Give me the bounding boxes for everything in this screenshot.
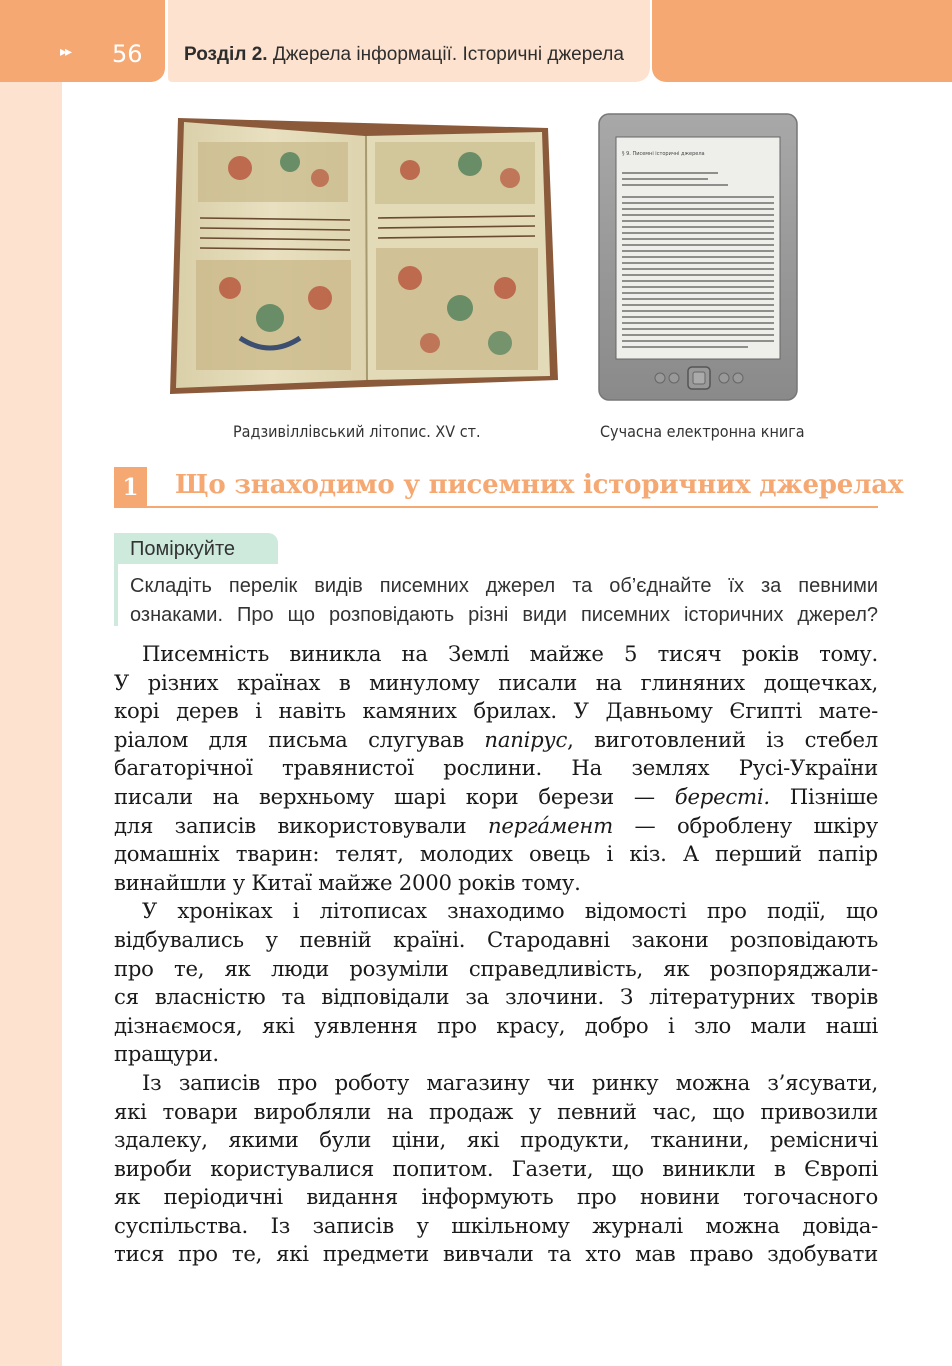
text-line: винайшли у Китаї майже 2000 років тому. xyxy=(114,869,581,895)
think-text xyxy=(130,572,878,630)
manuscript-image xyxy=(170,118,558,394)
text-line: Із записів про роботу магазину чи ринку можна з’ясувати, xyxy=(142,1069,878,1095)
think-line: ознаками. Про що розповідають різні види писемних історичних джерел? xyxy=(130,604,878,626)
text-line: У хроніках і літописах знаходимо відомості про події, що xyxy=(142,898,878,924)
think-line: Складіть перелік видів писемних джерел та об’єднайте їх за певними xyxy=(130,575,878,597)
header-bar xyxy=(168,0,650,82)
section-underline xyxy=(114,506,878,508)
ereader-image xyxy=(598,113,798,403)
chevrons-icon: ▸▸ xyxy=(60,44,71,60)
text-line: дізнаємося, які уявлення про красу, добро і зло мали наші xyxy=(114,1012,878,1038)
text-line: пращури. xyxy=(114,1041,219,1067)
text-line: відбувались у певній країні. Стародавні закони розповідають xyxy=(114,926,878,952)
text-line: про те, як люди розуміли справедливість, як розпоряджали- xyxy=(114,955,878,981)
text-line: багаторічної травянистої рослини. На землях Русі-України xyxy=(114,755,878,781)
text-line: ся власністю та відповідали за злочини. З літературних творів xyxy=(114,984,878,1010)
text-line: корі дерев і навіть камяних брилах. У Давньому Єгипті мате- xyxy=(114,698,878,724)
text-line: ріалом для письма слугував папірус, виготовлений із стебел xyxy=(114,726,878,752)
think-label: Поміркуйте xyxy=(114,533,278,564)
text-line: Писемність виникла на Землі майже 5 тисяч років тому. xyxy=(142,641,878,666)
text-line: здалеку, якими були ціни, які продукти, тканини, ремісничі xyxy=(114,1127,878,1153)
caption-ereader: Сучасна електронна книга xyxy=(600,422,805,441)
text-line: як періодичні видання інформують про новини тогочасного xyxy=(114,1184,878,1210)
text-line: суспільства. Із записів у шкільному журналі можна довіда- xyxy=(114,1212,878,1238)
text-line: тися про те, які предмети вивчали та хто мав право здобувати xyxy=(114,1241,878,1267)
ereader-heading: § 9. Писемні історичні джерела xyxy=(622,151,705,157)
chapter-title: Розділ 2. Джерела інформації. Історичні джерела xyxy=(184,44,624,65)
text-line: які товари виробляли на продаж у певний час, що привозили xyxy=(114,1098,878,1124)
text-line: У різних країнах в минулому писали на глиняних дощечках, xyxy=(114,669,878,695)
text-line: для записів використовували пергáмент — оброблену шкіру xyxy=(114,812,878,838)
text-line: вироби користувалися попитом. Газети, що виникли в Європі xyxy=(114,1155,878,1181)
side-strip xyxy=(0,0,62,1366)
text-line: писали на верхньому шарі кори берези — бересті. Пізніше xyxy=(114,783,879,809)
caption-manuscript: Радзивіллівський літопис. XV ст. xyxy=(233,422,481,441)
page-number: 56 xyxy=(112,40,143,68)
body-text xyxy=(114,640,878,1269)
think-rule xyxy=(114,564,118,626)
section-number: 1 xyxy=(114,467,147,507)
header-tab-right xyxy=(652,0,952,82)
section-title: Що знаходимо у писемних історичних джерелах xyxy=(175,470,904,500)
text-line: домашніх тварин: телят, молодих овець і кіз. А перший папір xyxy=(114,841,878,867)
